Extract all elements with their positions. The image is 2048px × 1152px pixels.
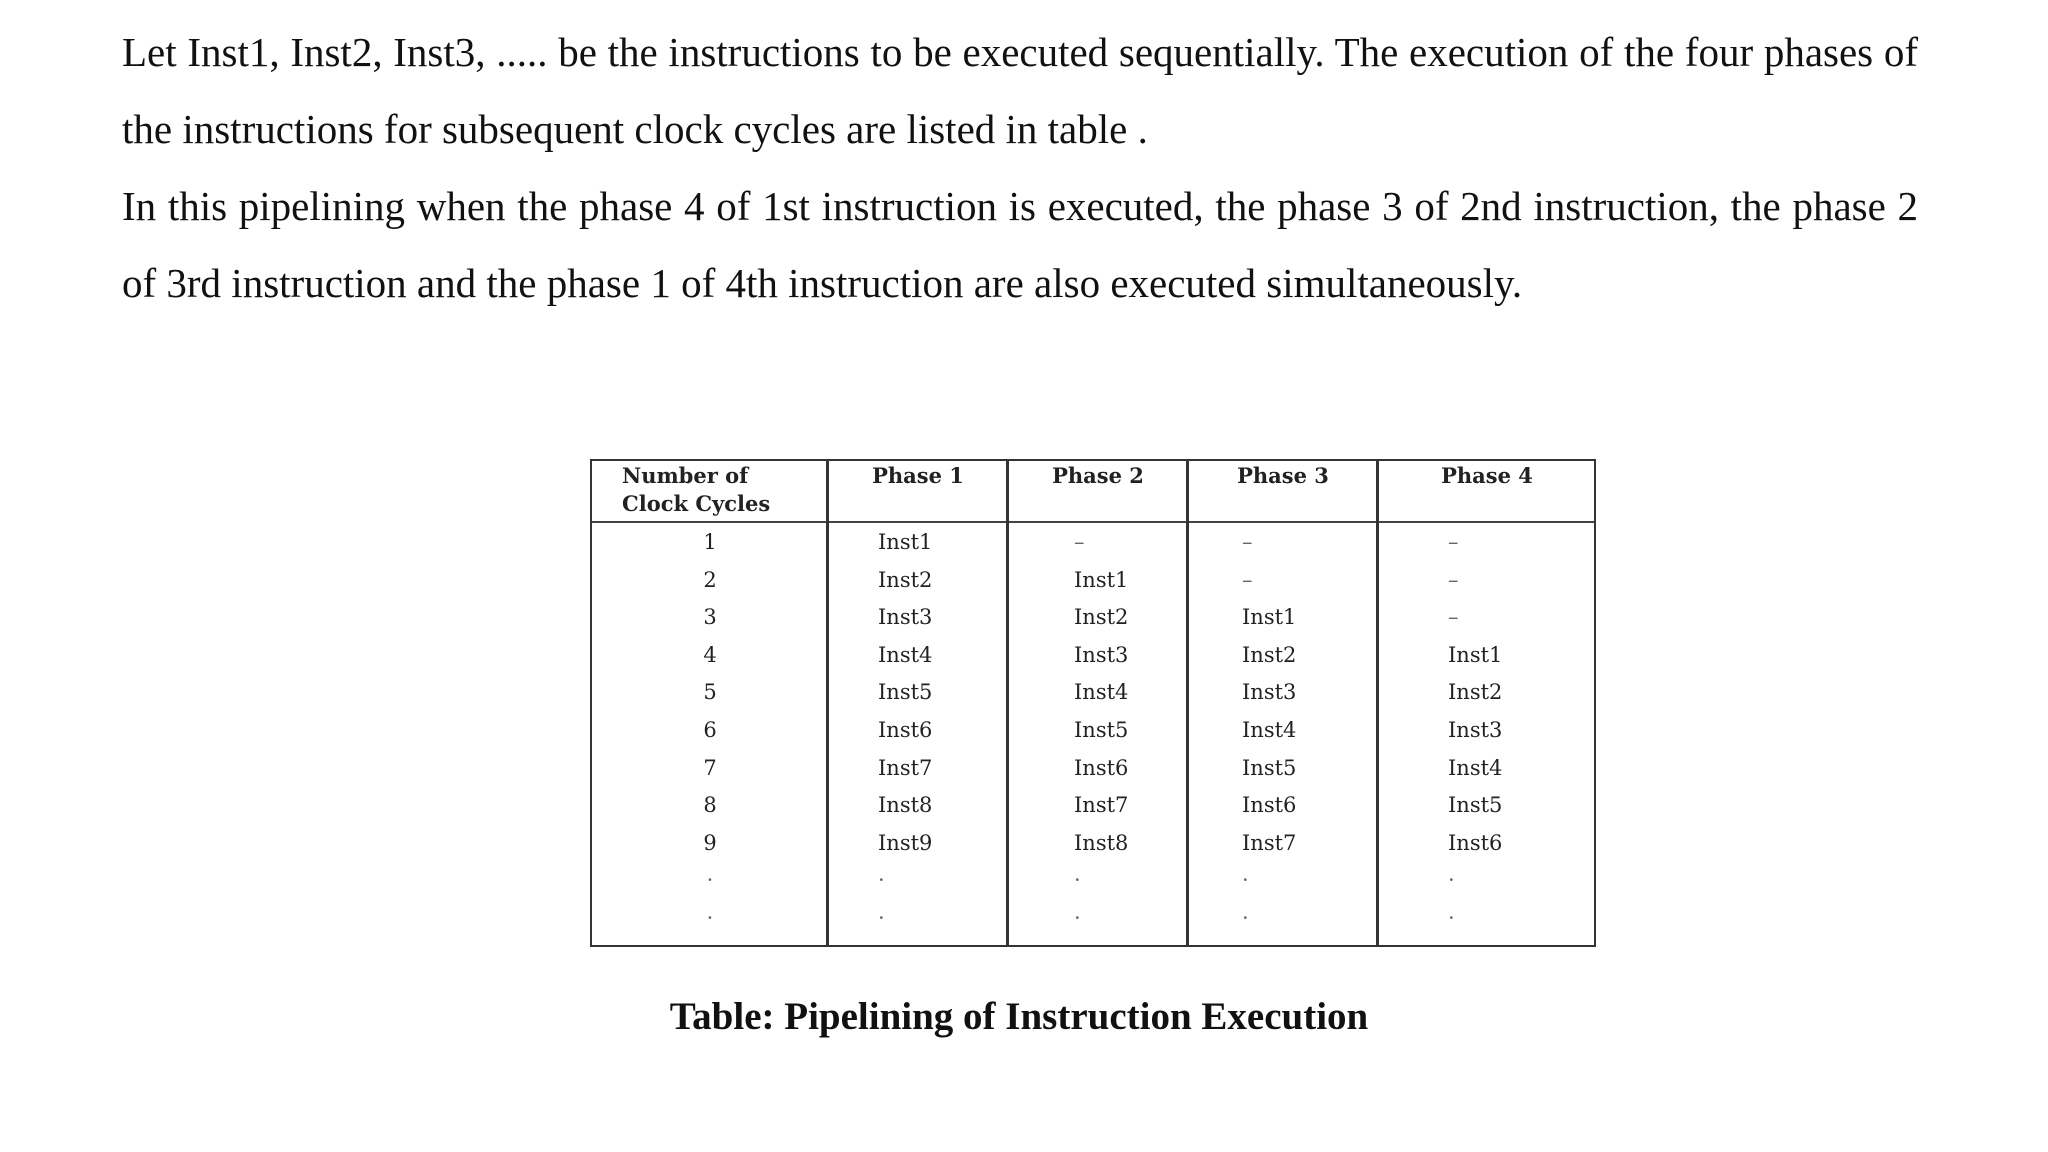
table-row [592, 712, 1594, 749]
cycle-number-cell: 4 [703, 642, 717, 667]
phase-2-cell: Inst2 [1074, 605, 1129, 630]
header-phase-1: Phase 1 [872, 463, 964, 488]
phase-2-cell: Inst4 [1074, 680, 1129, 705]
phase-4-cell: – [1448, 530, 1459, 554]
pipeline-table [590, 459, 1596, 947]
cycle-number-cell: 2 [703, 567, 717, 592]
table-row [592, 674, 1594, 711]
phase-4-cell: Inst5 [1448, 793, 1503, 818]
phase-2-cell: Inst7 [1074, 793, 1129, 818]
phase-1-cell: Inst3 [878, 605, 933, 630]
phase-1-cell: · [878, 906, 885, 930]
phase-3-cell: Inst3 [1242, 680, 1297, 705]
phase-3-cell: – [1242, 530, 1253, 554]
phase-1-cell: Inst9 [878, 830, 933, 855]
header-phase-4: Phase 4 [1441, 463, 1533, 488]
table-row [592, 900, 1594, 937]
table-row [592, 750, 1594, 787]
phase-2-cell: · [1074, 868, 1081, 893]
phase-1-cell: Inst8 [878, 793, 933, 818]
table-row [592, 787, 1594, 824]
phase-3-cell: · [1242, 906, 1249, 930]
phase-3-cell: Inst5 [1242, 755, 1297, 780]
cycle-number-cell: · [706, 906, 714, 930]
phase-2-cell: Inst8 [1074, 830, 1129, 855]
cycle-number-cell: 3 [703, 605, 717, 630]
pipelining-paragraph: In this pipelining when the phase 4 of 1st instruction is executed, the phase 3 of 2nd instruction, the phase 2 of 3rd instruction and the phase 1 of 4th instruction are also executed simultaneously. [122, 183, 1918, 306]
phase-3-cell: – [1242, 567, 1253, 592]
phase-3-cell: Inst2 [1242, 642, 1297, 667]
phase-1-cell: · [878, 868, 885, 893]
table-row [592, 862, 1594, 899]
phase-1-cell: Inst7 [878, 755, 933, 780]
phase-4-cell: Inst6 [1448, 830, 1503, 855]
phase-2-cell: · [1074, 906, 1081, 930]
phase-4-cell: Inst4 [1448, 755, 1503, 780]
phase-3-cell: Inst4 [1242, 718, 1297, 742]
phase-4-cell: Inst1 [1448, 642, 1503, 667]
cycle-number-cell: 1 [703, 530, 717, 554]
cycle-number-cell: 5 [703, 680, 717, 705]
cycle-number-cell: 9 [703, 830, 717, 855]
table-caption: Table: Pipelining of Instruction Execution [669, 995, 1369, 1038]
phase-1-cell: Inst6 [878, 718, 933, 742]
phase-3-cell: Inst6 [1242, 793, 1297, 818]
phase-4-cell: · [1448, 868, 1455, 893]
header-clock-cycles: Number of Clock Cycles [622, 463, 771, 516]
phase-1-cell: Inst1 [878, 530, 933, 554]
phase-2-cell: Inst1 [1074, 567, 1129, 592]
phase-4-cell: Inst2 [1448, 680, 1503, 705]
header-divider [592, 521, 1594, 523]
phase-1-cell: Inst5 [878, 680, 933, 705]
cycle-number-cell: · [706, 868, 714, 893]
table-row [592, 637, 1594, 674]
phase-2-cell: Inst6 [1074, 755, 1129, 780]
phase-2-cell: Inst3 [1074, 642, 1129, 667]
header-phase-2: Phase 2 [1052, 463, 1144, 488]
table-row [592, 524, 1594, 561]
phase-3-cell: Inst7 [1242, 830, 1297, 855]
cycle-number-cell: 7 [703, 755, 717, 780]
phase-2-cell: – [1074, 530, 1085, 554]
intro-paragraph: Let Inst1, Inst2, Inst3, ..... be the instructions to be executed sequentially. The execution of the four phases of the instructions for subsequent clock cycles are listed in table . [122, 29, 1918, 152]
phase-4-cell: – [1448, 605, 1459, 630]
cycle-number-cell: 6 [703, 718, 717, 742]
table-row [592, 562, 1594, 599]
phase-1-cell: Inst4 [878, 642, 933, 667]
cycle-number-cell: 8 [703, 793, 717, 818]
phase-4-cell: Inst3 [1448, 718, 1503, 742]
phase-4-cell: · [1448, 906, 1455, 930]
phase-2-cell: Inst5 [1074, 718, 1129, 742]
phase-1-cell: Inst2 [878, 567, 933, 592]
phase-4-cell: – [1448, 567, 1459, 592]
header-phase-3: Phase 3 [1237, 463, 1329, 488]
phase-3-cell: · [1242, 868, 1249, 893]
phase-3-cell: Inst1 [1242, 605, 1297, 630]
table-row [592, 825, 1594, 862]
table-row [592, 599, 1594, 636]
